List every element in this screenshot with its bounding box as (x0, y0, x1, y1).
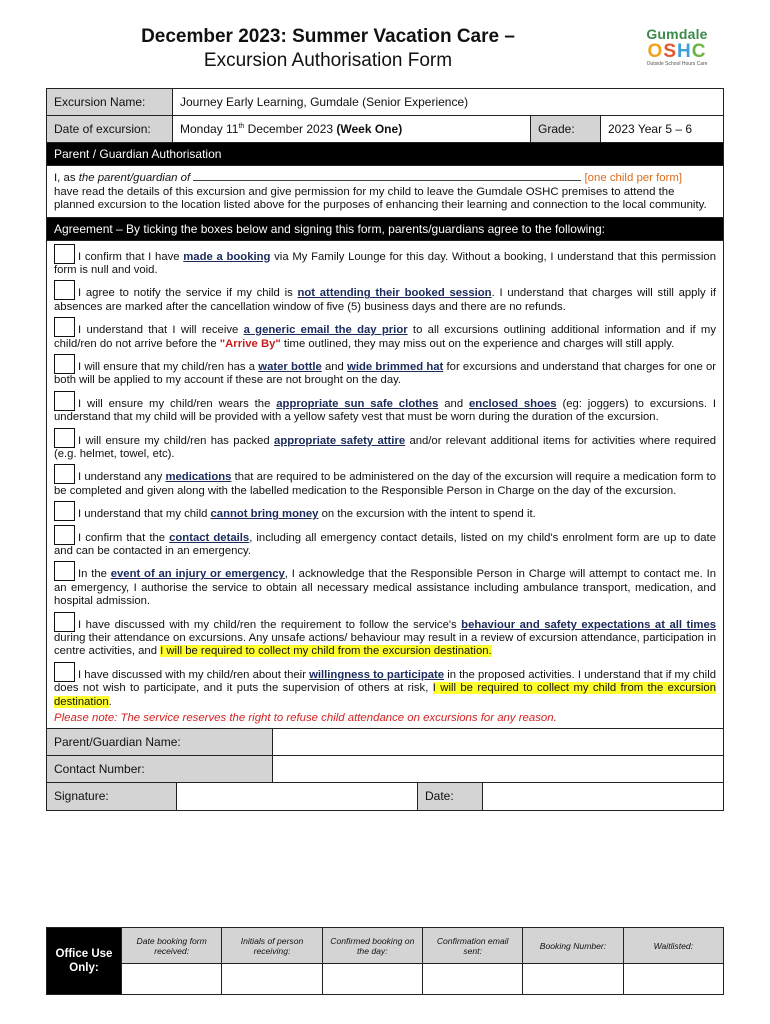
auth-body: have read the details of this excursion and give permission for my child to leave the Gumdale OSHC premises to attend the planned excursion to the location listed above for the purposes of enhancing their learning and connection to the local community. (54, 185, 707, 211)
agreement-text: to all excursions outlining additional information and if my child/ren do not arrive before the (54, 324, 716, 350)
agreement-item (54, 391, 716, 425)
agreement-text: I will ensure that my child/ren has a (78, 360, 259, 373)
office-column-cell[interactable] (323, 964, 422, 994)
date-week: (Week One) (336, 122, 403, 136)
agreement-checkbox[interactable] (54, 280, 75, 300)
agreement-text: medications (165, 471, 232, 484)
authorisation-form (46, 88, 724, 811)
agreement-item (54, 525, 716, 559)
agreement-text: not attending their booked session (297, 287, 492, 300)
agreement-text: a generic email the day prior (243, 324, 408, 337)
agreement-text: water bottle (258, 360, 322, 373)
agreement-text: and (438, 397, 470, 410)
agreement-checkbox[interactable] (54, 501, 75, 521)
agreement-text: contact details (169, 531, 250, 544)
agreement-text: I have discussed with my child/ren about their (78, 668, 310, 681)
agreement-text: I will ensure my child/ren wears the (78, 397, 277, 410)
agreement-item (54, 662, 716, 709)
agreement-text: appropriate sun safe clothes (276, 397, 439, 410)
parent-name-row (47, 729, 723, 756)
agreement-checkbox[interactable] (54, 317, 75, 337)
logo-letter: O (647, 41, 664, 62)
excursion-date-value (173, 116, 531, 142)
office-column-cell[interactable] (122, 964, 221, 994)
auth-intro: I, as (54, 172, 79, 184)
agreement-text: I understand that my child (78, 508, 211, 521)
office-column-header: Waitlisted: (624, 928, 723, 964)
agreement-item (54, 612, 716, 659)
office-column (322, 928, 422, 994)
agreement-text: made a booking (183, 250, 271, 263)
date-suffix: th (238, 123, 245, 130)
office-column-header: Booking Number: (523, 928, 622, 964)
signature-row (47, 783, 723, 810)
form-subtitle: Excursion Authorisation Form (203, 50, 453, 71)
agreement-checkbox[interactable] (54, 662, 75, 682)
agreement-list (47, 241, 723, 730)
office-column-cell[interactable] (523, 964, 622, 994)
agreement-text: cannot bring money (210, 508, 319, 521)
authorisation-statement (47, 166, 723, 218)
agreement-text: and/or relevant additional items for activities where required (e.g. helmet, towel, etc). (54, 434, 717, 460)
agreement-text: . I understand that charges will still apply if absences are marked after the cancellation window of five (5) business days and there are no refunds. (54, 287, 716, 313)
office-column (422, 928, 522, 994)
agreement-text: willingness to participate (309, 668, 445, 681)
one-child-note: [one child per form] (584, 172, 683, 184)
excursion-date-label: Date of excursion: (47, 116, 173, 142)
agreement-text: time outlined, they may miss out on the experience and charges will still apply. (280, 337, 675, 350)
form-header (48, 26, 723, 76)
agreement-item (54, 354, 716, 388)
office-use-label: Office Use Only: (47, 928, 121, 994)
agreement-text: enclosed shoes (469, 397, 557, 410)
agreement-text: (eg: joggers) to excursions. I understand that my child will be provided with a yellow safety vest that must be worn during the duration of the excursion. (54, 397, 717, 424)
agreement-text: In the (78, 568, 111, 581)
agreement-text: I understand that I will receive (78, 324, 244, 337)
agreement-text: , including all emergency contact details, listed on my child's enrolment form are up to date and can be contacted in an emergency. (54, 531, 716, 557)
contact-number-row (47, 756, 723, 783)
logo-wordmark: Gumdale (646, 26, 708, 42)
grade-value: 2023 Year 5 – 6 (608, 122, 693, 136)
agreement-checkbox[interactable] (54, 464, 75, 484)
child-name-field[interactable] (193, 171, 581, 181)
date-label: Date: (417, 783, 483, 810)
form-title: December 2023: Summer Vacation Care – (141, 26, 515, 47)
excursion-name-label: Excursion Name: (47, 89, 173, 115)
excursion-name-row (47, 89, 723, 116)
agreement-item (54, 428, 716, 462)
date-month-year: December 2023 (244, 122, 337, 136)
agreement-text: in the proposed activities. I understand that if my child does not wish to participate, and it puts the supervision of others at risk, (54, 668, 716, 695)
parent-name-field[interactable] (273, 729, 723, 755)
logo-oshc-letters (631, 42, 723, 61)
office-column-cell[interactable] (222, 964, 321, 994)
office-column-header: Confirmed booking on the day: (323, 928, 422, 964)
agreement-text: I confirm that the (78, 531, 170, 544)
agreement-item (54, 244, 716, 278)
agreement-item (54, 280, 716, 314)
agreement-item (54, 501, 716, 521)
office-column-cell[interactable] (624, 964, 723, 994)
agreement-text: event of an injury or emergency (110, 568, 285, 581)
agreement-item (54, 317, 716, 351)
agreement-checkbox[interactable] (54, 391, 75, 411)
agreement-text: during their attendance on excursions. Any unsafe actions/ behaviour may result in a review of excursion attendance, participation in centre activities, and (54, 632, 716, 658)
agreement-text: , I acknowledge that the Responsible Person in Charge will attempt to contact me. In an emergency, I authorise the service to obtain all necessary medical assistance including ambulance transport, medication, and hospital admission. (54, 568, 717, 608)
agreement-checkbox[interactable] (54, 561, 75, 581)
agreement-text: I have discussed with my child/ren the requirement to follow the service's (78, 618, 462, 631)
agreement-text: I confirm that I have (78, 250, 184, 263)
agreement-text: I will be required to collect my child from the excursion destination. (160, 645, 492, 658)
agreement-text: I will be required to collect my child from the excursion destination (54, 682, 716, 708)
agreement-text: wide brimmed hat (347, 360, 444, 373)
excursion-date-row (47, 116, 723, 143)
date-field[interactable] (483, 783, 723, 810)
agreement-text: I understand any (78, 471, 166, 484)
agreement-text: on the excursion with the intent to spend it. (318, 508, 536, 521)
agreement-text: via My Family Lounge for this day. Without a booking, I understand that this permission form is null and void. (54, 250, 716, 276)
signature-field[interactable] (177, 783, 417, 810)
agreement-checkbox[interactable] (54, 354, 75, 374)
agreement-text: I will ensure my child/ren has packed (78, 434, 275, 447)
gumdale-oshc-logo (631, 26, 723, 74)
office-column (522, 928, 622, 994)
agreement-text: for excursions and understand that charges for one or both will be applied to my account if these are not brought on the day. (54, 360, 716, 387)
agreement-text: appropriate safety attire (274, 434, 406, 447)
contact-number-label: Contact Number: (47, 756, 273, 782)
agreement-text: behaviour and safety expectations at all times (461, 618, 717, 631)
agreement-checkbox[interactable] (54, 612, 75, 632)
office-column-cell[interactable] (423, 964, 522, 994)
agreement-checkbox[interactable] (54, 244, 75, 264)
office-column-header: Date booking form received: (122, 928, 221, 964)
excursion-name-value: Journey Early Learning, Gumdale (Senior Experience) (180, 95, 469, 109)
contact-number-field[interactable] (273, 756, 723, 782)
logo-letter: S (663, 41, 677, 62)
agreement-checkbox[interactable] (54, 428, 75, 448)
agreement-heading: Agreement – By ticking the boxes below and signing this form, parents/guardians agree to the following: (47, 218, 723, 241)
agreement-item (54, 561, 716, 608)
agreement-text: and (321, 360, 348, 373)
agreement-checkbox[interactable] (54, 525, 75, 545)
office-column-header: Initials of person receiving: (222, 928, 321, 964)
grade-label: Grade: (531, 116, 601, 142)
logo-letter: H (677, 41, 692, 62)
agreement-text: . (108, 695, 112, 708)
signature-label: Signature: (47, 783, 177, 810)
office-column (623, 928, 723, 994)
office-column-header: Confirmation email sent: (423, 928, 522, 964)
agreement-text: "Arrive By" (219, 337, 281, 350)
agreement-text: that are required to be administered on the day of the excursion will require a medication form to be completed and given along with the labelled medication to the Responsible Person in Charge on the day of the excursion. (54, 471, 716, 497)
office-use-table (46, 927, 724, 995)
logo-letter: C (691, 41, 707, 62)
date-day: Monday 11 (180, 122, 239, 136)
office-column (221, 928, 321, 994)
agreement-item (54, 464, 716, 498)
office-column (121, 928, 221, 994)
refusal-note: Please note: The service reserves the right to refuse child attendance on excursions for any reason. (54, 712, 557, 725)
signature-block (47, 729, 723, 810)
parent-name-label: Parent/Guardian Name: (47, 729, 273, 755)
auth-role: the parent/guardian of (78, 172, 191, 184)
agreement-text: I agree to notify the service if my child is (78, 287, 298, 300)
logo-tagline: Outside School Hours Care (646, 61, 708, 67)
authorisation-heading: Parent / Guardian Authorisation (47, 143, 723, 166)
